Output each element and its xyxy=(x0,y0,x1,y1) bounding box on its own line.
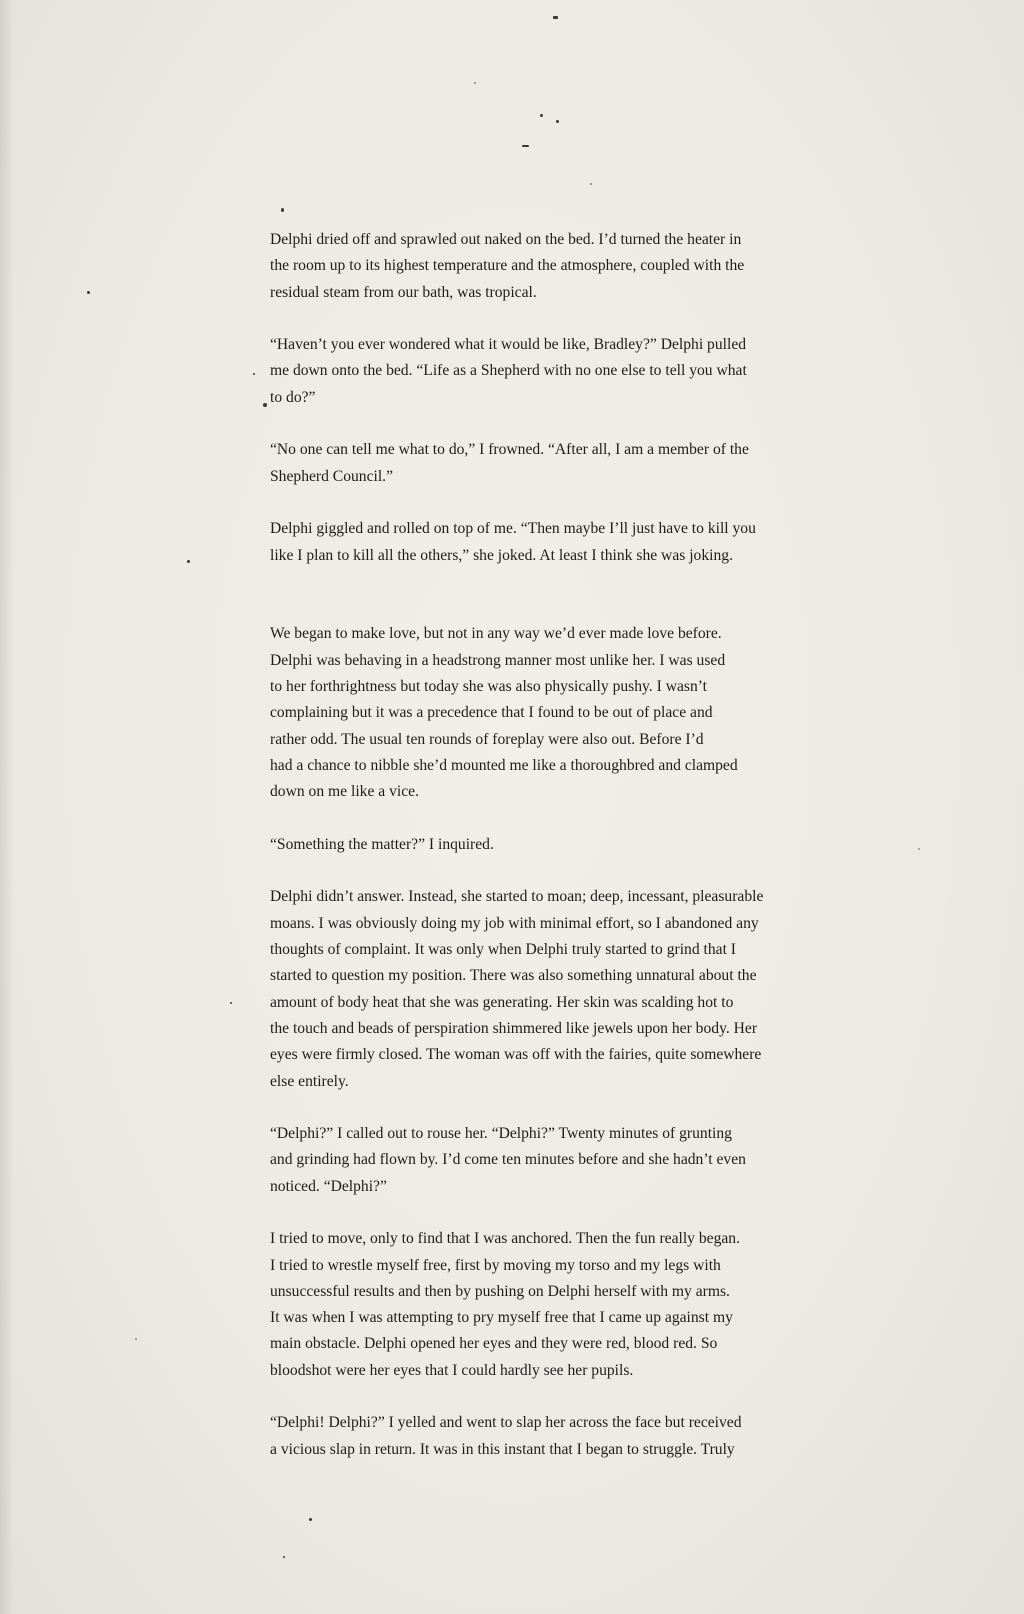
dust-speck xyxy=(553,16,558,19)
text-line: complaining but it was a precedence that I found to be out of place and xyxy=(270,704,713,722)
dust-speck xyxy=(263,403,267,407)
dust-speck xyxy=(230,1002,232,1004)
text-line: “Something the matter?” I inquired. xyxy=(270,835,494,853)
text-line: It was when I was attempting to pry myself free that I came up against my xyxy=(270,1309,733,1327)
paragraph-3 xyxy=(270,437,850,490)
text-line: like I plan to kill all the others,” she joked. At least I think she was joking. xyxy=(270,546,733,564)
text-line: the room up to its highest temperature and the atmosphere, coupled with the xyxy=(270,257,745,275)
body-text xyxy=(270,227,850,1489)
text-line: We began to make love, but not in any way we’d ever made love before. xyxy=(270,625,722,643)
paragraph-7 xyxy=(270,884,850,1094)
text-line: amount of body heat that she was generating. Her skin was scalding hot to xyxy=(270,993,734,1011)
text-line: a vicious slap in return. It was in this instant that I began to struggle. Truly xyxy=(270,1440,735,1458)
paragraph-4 xyxy=(270,516,850,569)
text-line: started to question my position. There was also something unnatural about the xyxy=(270,967,757,985)
dust-speck xyxy=(590,183,592,185)
text-line: to do?” xyxy=(270,388,316,406)
paragraph-10 xyxy=(270,1410,850,1463)
text-line: had a chance to nibble she’d mounted me like a thoroughbred and clamped xyxy=(270,756,738,774)
text-line: eyes were firmly closed. The woman was off with the fairies, quite somewhere xyxy=(270,1046,762,1064)
text-line: rather odd. The usual ten rounds of foreplay were also out. Before I’d xyxy=(270,730,704,748)
text-line: Delphi was behaving in a headstrong manner most unlike her. I was used xyxy=(270,651,726,669)
dust-speck xyxy=(522,145,529,147)
dust-speck xyxy=(253,373,255,375)
paragraph-5 xyxy=(270,621,850,805)
text-line: the touch and beads of perspiration shimmered like jewels upon her body. Her xyxy=(270,1019,758,1037)
text-line: else entirely. xyxy=(270,1072,349,1090)
paragraph-8 xyxy=(270,1121,850,1200)
text-line: “Delphi?” I called out to rouse her. “Delphi?” Twenty minutes of grunting xyxy=(270,1125,732,1143)
dust-speck xyxy=(281,208,284,212)
text-line: and grinding had flown by. I’d come ten minutes before and she hadn’t even xyxy=(270,1151,746,1169)
text-line: residual steam from our bath, was tropical. xyxy=(270,283,537,301)
paragraph-6 xyxy=(270,832,850,858)
paragraph-9 xyxy=(270,1226,850,1384)
text-line: “No one can tell me what to do,” I frowned. “After all, I am a member of the xyxy=(270,441,749,459)
dust-speck xyxy=(87,291,90,294)
text-line: Delphi dried off and sprawled out naked on the bed. I’d turned the heater in xyxy=(270,231,742,248)
text-line: thoughts of complaint. It was only when Delphi truly started to grind that I xyxy=(270,941,737,959)
text-line: to her forthrightness but today she was also physically pushy. I wasn’t xyxy=(270,678,707,696)
paragraph-1 xyxy=(270,227,850,306)
text-line: main obstacle. Delphi opened her eyes and they were red, blood red. So xyxy=(270,1335,718,1353)
paragraph-2 xyxy=(270,332,850,411)
text-line: “Delphi! Delphi?” I yelled and went to slap her across the face but received xyxy=(270,1414,742,1432)
dust-speck xyxy=(135,1338,137,1340)
dust-speck xyxy=(540,114,543,117)
text-line: bloodshot were her eyes that I could hardly see her pupils. xyxy=(270,1361,634,1379)
text-line: I tried to move, only to find that I was anchored. Then the fun really began. xyxy=(270,1230,740,1248)
dust-speck xyxy=(556,120,559,123)
text-line: “Haven’t you ever wondered what it would be like, Bradley?” Delphi pulled xyxy=(270,336,747,354)
text-line: moans. I was obviously doing my job with minimal effort, so I abandoned any xyxy=(270,914,759,932)
text-line: Delphi didn’t answer. Instead, she started to moan; deep, incessant, pleasurable xyxy=(270,888,764,906)
text-line: noticed. “Delphi?” xyxy=(270,1177,387,1195)
text-line: down on me like a vice. xyxy=(270,783,419,801)
text-line: Shepherd Council.” xyxy=(270,467,393,485)
text-line: Delphi giggled and rolled on top of me. “Then maybe I’ll just have to kill you xyxy=(270,520,756,538)
dust-speck xyxy=(309,1518,312,1521)
text-line: unsuccessful results and then by pushing on Delphi herself with my arms. xyxy=(270,1282,730,1300)
text-line: I tried to wrestle myself free, first by moving my torso and my legs with xyxy=(270,1256,721,1274)
dust-speck xyxy=(918,848,920,850)
dust-speck xyxy=(474,82,476,84)
dust-speck xyxy=(283,1556,285,1558)
text-line: me down onto the bed. “Life as a Shepherd with no one else to tell you what xyxy=(270,362,747,380)
dust-speck xyxy=(187,560,190,563)
